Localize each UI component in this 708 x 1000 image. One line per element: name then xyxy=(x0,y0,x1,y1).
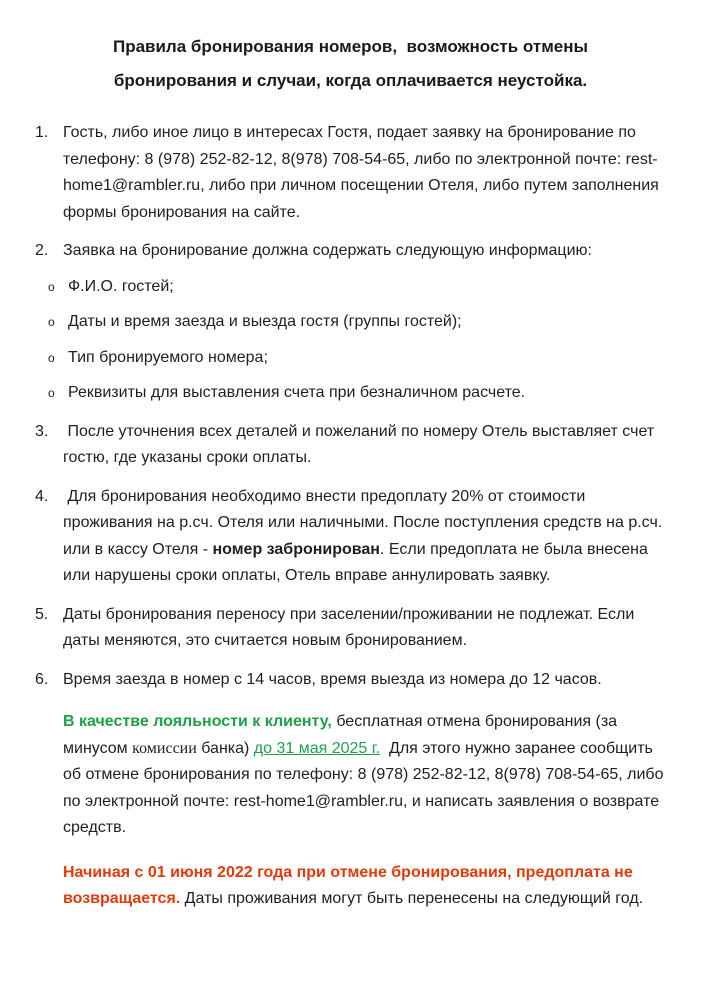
list-item-text: Заявка на бронирование должна содержать следующую информацию: xyxy=(63,242,592,259)
cancellation-bold-lead: Начиная с 01 июня 2022 года при отмене бронирования, предоплата не возвращается. xyxy=(63,863,638,907)
loyalty-text-3: Для этого нужно заранее сообщить об отмене бронирования по телефону: 8 (978) 252-82-12, 8(978) 708-54-65, либо по электронной почте: rest-home1@rambler.ru, и написать заявления о возврате средств. xyxy=(63,739,668,836)
loyalty-lead: В качестве лояльности к клиенту, xyxy=(63,713,332,730)
sub-bullet-fio xyxy=(48,274,666,301)
list-item-text: Гость, либо иное лицо в интересах Гостя, подает заявку на бронирование по телефону: 8 (978) 252-82-12, 8(978) 708-54-65, либо по электронной почте: rest-home1@rambler.ru, либо при личном посещении Отеля, либо путем заполнения формы бронирования на сайте. xyxy=(63,124,664,221)
rules-list xyxy=(35,120,666,693)
list-item-text: Даты бронирования переносу при заселении/проживании не подлежат. Если даты меняются, это считается новым бронированием. xyxy=(63,605,639,649)
cancellation-text: Даты проживания могут быть перенесены на следующий год. xyxy=(180,890,644,907)
list-item-number: 6. xyxy=(35,670,49,688)
bullet-marker: o xyxy=(48,279,55,294)
list-item-text: После уточнения всех деталей и пожеланий по номеру Отель выставляет счет гостю, где указаны сроки оплаты. xyxy=(63,422,664,466)
list-item-text: Время заезда в номер с 14 часов, время выезда из номера до 12 часов. xyxy=(63,670,602,688)
deadline-link[interactable]: до 31 мая 2025 г. xyxy=(253,739,381,757)
sub-bullet-dates xyxy=(48,309,666,336)
list-item-number: 2. xyxy=(35,242,49,259)
list-item-number: 3. xyxy=(35,422,49,440)
bullet-marker: o xyxy=(48,350,55,365)
list-item-number: 4. xyxy=(35,487,49,505)
bullet-text: Даты и время заезда и выезда гостя (группы гостей); xyxy=(68,313,462,330)
bullet-text: Ф.И.О. гостей; xyxy=(68,277,174,295)
item4-text-before: Для бронирования необходимо внести предоплату 20% от стоимости проживания на р.сч. Отеля или наличными. После поступления средств на р.сч. или в кассу Отеля - xyxy=(63,487,667,558)
bullet-marker: o xyxy=(48,386,55,400)
item4-text-after: . Если предоплата не была внесена или нарушены сроки оплаты, Отель вправе аннулировать заявку. xyxy=(63,540,653,584)
cancellation-paragraph xyxy=(63,860,666,913)
bullet-text: Реквизиты для выставления счета при безналичном расчете. xyxy=(68,384,526,401)
item4-bold-phrase: номер забронирован xyxy=(212,540,380,558)
list-item-1 xyxy=(35,120,666,226)
loyalty-serif-word: комиссии xyxy=(132,739,197,757)
bullet-marker: o xyxy=(48,315,55,329)
bullet-text: Тип бронируемого номера; xyxy=(68,348,268,366)
list-item-2 xyxy=(35,238,666,265)
list-item-4 xyxy=(35,484,666,590)
page-title: Правила бронирования номеров, возможность отмены бронирования и случаи, когда оплачивается неустойка. xyxy=(112,37,593,90)
loyalty-text-1: бесплатная отмена бронирования (за минусом xyxy=(63,713,622,757)
sub-bullet-list xyxy=(48,274,666,407)
sub-bullet-requisites xyxy=(48,380,666,407)
list-item-number: 1. xyxy=(35,124,49,141)
sub-bullet-room-type xyxy=(48,345,666,372)
list-item-6 xyxy=(35,667,666,694)
list-item-5 xyxy=(35,602,666,655)
list-item-text xyxy=(63,484,666,590)
list-item-3 xyxy=(35,419,666,472)
loyalty-text-2: банка) xyxy=(196,739,254,757)
loyalty-paragraph xyxy=(63,709,666,842)
list-item-number: 5. xyxy=(35,605,49,623)
